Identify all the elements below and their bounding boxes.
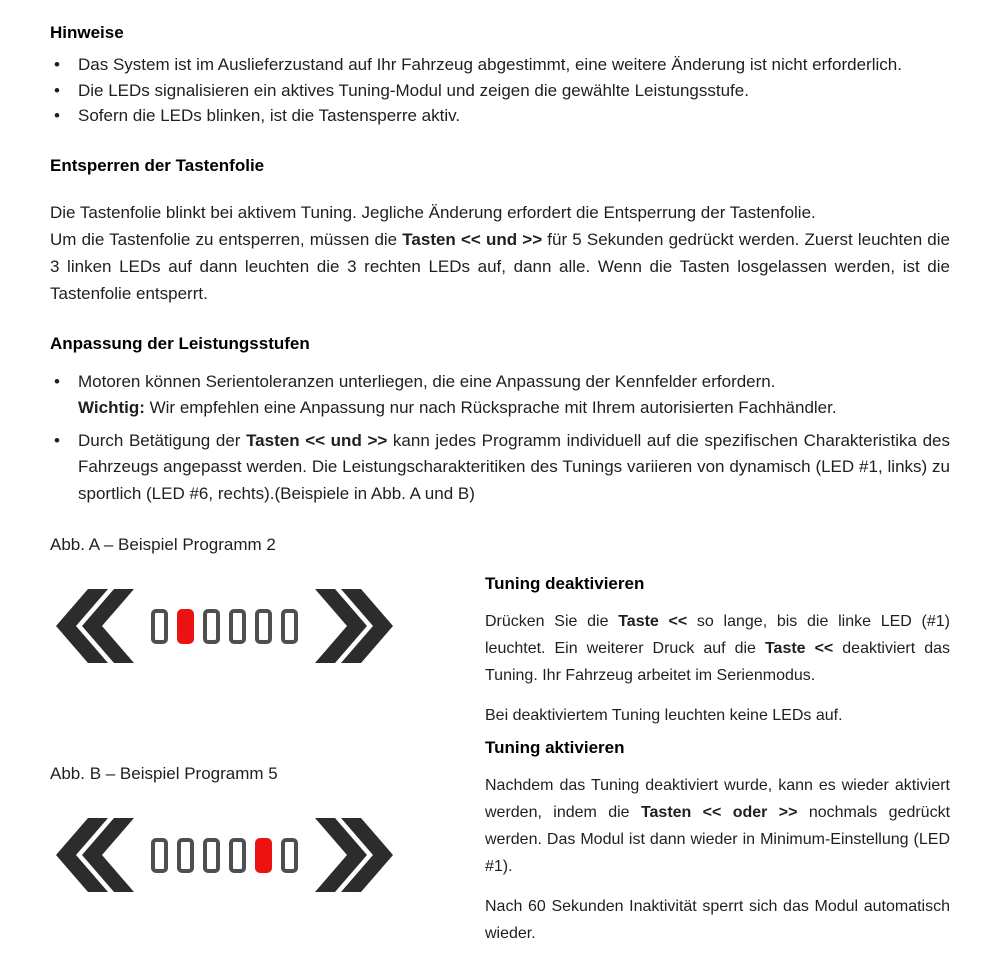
- led-5-active: [255, 838, 272, 873]
- figures-column: [50, 527, 485, 947]
- led-1: [151, 609, 168, 644]
- two-column-area: [50, 527, 950, 947]
- led-6: [281, 838, 298, 873]
- chevron-left-icon: [56, 818, 134, 892]
- led-strip: [151, 838, 298, 873]
- led-6: [281, 609, 298, 644]
- chevron-left-icon: [56, 589, 134, 663]
- figure-a-led-panel: [56, 589, 485, 663]
- paragraph: Um die Tastenfolie zu entsperren, müssen die Tasten << und >> für 5 Sekunden gedrückt werden. Zuerst leuchten die 3 linken LEDs auf dann leuchten die 3 rechten LEDs auf, dann alle. Wenn die Tasten losgelassen werden, ist die Tastenfolie entsperrt.: [50, 229, 950, 303]
- led-3: [203, 609, 220, 644]
- figure-a-label: Abb. A – Beispiel Programm 2: [50, 535, 276, 554]
- led-5: [255, 609, 272, 644]
- led-2-active: [177, 609, 194, 644]
- section-entsperren: [50, 155, 950, 307]
- tuning-deaktivieren-heading: Tuning deaktivieren: [485, 574, 645, 593]
- chevron-right-icon: [315, 589, 393, 663]
- anpassung-heading: Anpassung der Leistungsstufen: [50, 333, 310, 353]
- list-item: • Durch Betätigung der Tasten << und >> kann jedes Programm individuell auf die spezifischen Charakteristika des Fahrzeugs angepasst werden. Die Leistungscharakteritiken des Tunings variieren von dynamisch (LED #1, links) zu sportlich (LED #6, rechts).(Beispiele in Abb. A und B): [50, 428, 950, 508]
- paragraph: Bei deaktiviertem Tuning leuchten keine LEDs auf.: [485, 707, 843, 724]
- led-4: [229, 838, 246, 873]
- chevron-right-icon: [315, 818, 393, 892]
- led-3: [203, 838, 220, 873]
- list-item: • Motoren können Serientoleranzen unterliegen, die eine Anpassung der Kennfelder erfordern. Wichtig: Wir empfehlen eine Anpassung nur nach Rücksprache mit Ihrem autorisierten Fachhändler.: [50, 369, 950, 422]
- paragraph: Nachdem das Tuning deaktiviert wurde, kann es wieder aktiviert werden, indem die Tasten << oder >> nochmals gedrückt werden. Das Modul ist dann wieder in Minimum-Einstellung (LED #1).: [485, 777, 951, 875]
- instructions-column: [485, 527, 950, 947]
- led-4: [229, 609, 246, 644]
- section-anpassung: [50, 333, 950, 508]
- figure-b-label: Abb. B – Beispiel Programm 5: [50, 764, 278, 783]
- section-hinweise: [50, 22, 950, 129]
- list-item: • Sofern die LEDs blinken, ist die Tastensperre aktiv.: [50, 103, 950, 129]
- anpassung-bullet-list: [50, 369, 950, 508]
- led-1: [151, 838, 168, 873]
- hinweise-heading: Hinweise: [50, 23, 124, 42]
- entsperren-text: [50, 199, 950, 307]
- led-2: [177, 838, 194, 873]
- tuning-aktivieren-heading: Tuning aktivieren: [485, 738, 625, 757]
- paragraph: Drücken Sie die Taste << so lange, bis die linke LED (#1) leuchtet. Ein weiterer Druck auf die Taste << deaktiviert das Tuning. Ihr Fahrzeug arbeitet im Serienmodus.: [485, 613, 951, 684]
- list-item: • Das System ist im Auslieferzustand auf Ihr Fahrzeug abgestimmt, eine weitere Änderung ist nicht erforderlich.: [50, 52, 950, 78]
- figure-b-led-panel: [56, 818, 485, 892]
- paragraph: Die Tastenfolie blinkt bei aktivem Tuning. Jegliche Änderung erfordert die Entsperrung der Tastenfolie.: [50, 202, 816, 222]
- led-strip: [151, 609, 298, 644]
- paragraph: Nach 60 Sekunden Inaktivität sperrt sich das Modul automatisch wieder.: [485, 898, 950, 942]
- entsperren-heading: Entsperren der Tastenfolie: [50, 155, 265, 175]
- list-item: • Die LEDs signalisieren ein aktives Tuning-Modul und zeigen die gewählte Leistungsstufe.: [50, 78, 950, 104]
- hinweise-bullet-list: [50, 52, 950, 129]
